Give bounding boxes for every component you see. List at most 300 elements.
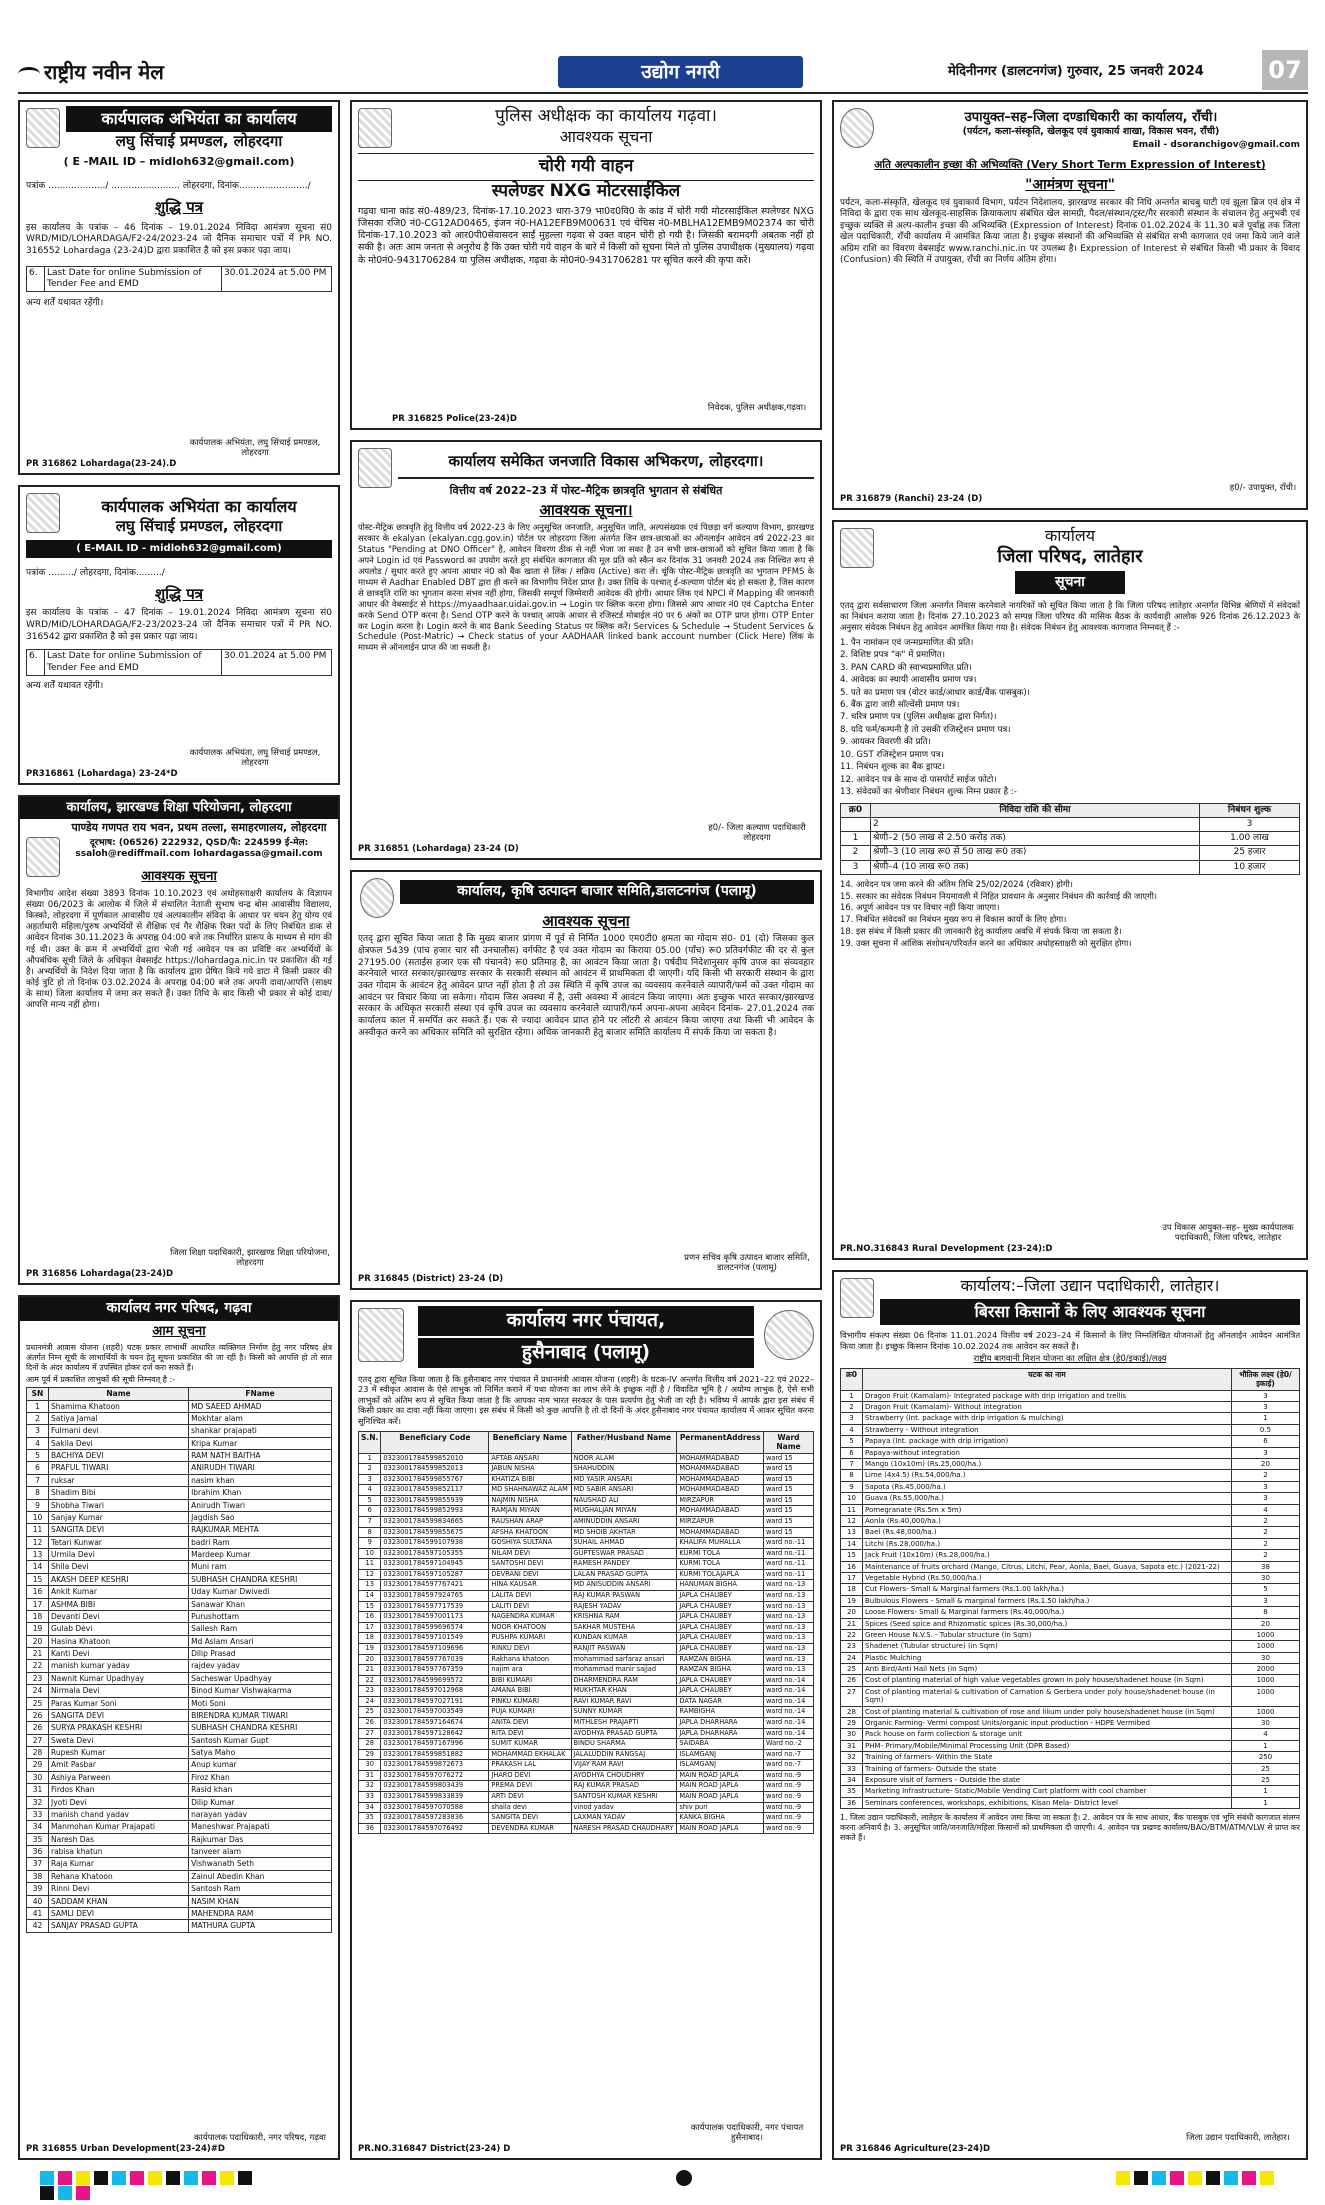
ad-corrigendum-1 (18, 100, 340, 475)
table-cell: Santosh Kumar Gupt (189, 1734, 332, 1746)
table-row (27, 1437, 332, 1449)
table-row (841, 1390, 1300, 1401)
list-item: 10. GST रजिस्ट्रेशन प्रमाण पत्र। (840, 749, 944, 760)
table-cell: 18 (27, 1610, 49, 1622)
table-row (27, 1610, 332, 1622)
table-cell: JAPLA CHAUBEY (677, 1591, 764, 1602)
table-cell: ward no.-9 (764, 1802, 814, 1813)
ad-ref-line: पत्रांक ........./ लोहरदगा, दिनांक........./ (26, 568, 165, 579)
table-cell: 1 (1232, 1413, 1300, 1424)
table-cell: 20 (841, 1607, 863, 1618)
dateline: मेदिनीनगर (डालटनगंज) गुरुवार, 25 जनवरी 2024 (948, 64, 1204, 79)
table-cell: Strawberry (Int. package with drip irrigation & mulching) (863, 1413, 1232, 1424)
table-cell: 10 हजार (1200, 860, 1300, 874)
table-cell: 33 (27, 1808, 49, 1820)
table-cell: 17 (359, 1622, 381, 1633)
table-cell: Papaya (Int. package with drip irrigation) (863, 1436, 1232, 1447)
table-cell: Loose Flowers- Small & Marginal farmers (Rs.40,000/ha.) (863, 1607, 1232, 1618)
table-cell: Vegetable Hybrid (Rs.50,000/ha.) (863, 1572, 1232, 1583)
table-cell: 0323001784599872673 (381, 1760, 489, 1771)
table-cell: Dragon Fruit (Kamalam)- Without integration (863, 1402, 1232, 1413)
table-cell: NOOR ALAM (571, 1453, 677, 1464)
table-cell: SUBHASH CHANDRA KESHRI (189, 1573, 332, 1585)
table-row (841, 1504, 1300, 1515)
table-cell: Mokhtar alam (189, 1412, 332, 1424)
table-cell: 0323001784597003549 (381, 1707, 489, 1718)
table-cell: Pomegranate (Rs.5m x 5m) (863, 1504, 1232, 1515)
table-cell: MOHAMMADABAD (677, 1464, 764, 1475)
table-row (359, 1591, 814, 1602)
table-cell: 29 (841, 1718, 863, 1729)
table-cell: JAPLA DHARHARA (677, 1728, 764, 1739)
table-row (27, 1660, 332, 1672)
table-cell: Strawberry - Without integration (863, 1424, 1232, 1435)
emblem-icon (358, 1308, 404, 1362)
ad-contact: दूरभाष: (06526) 222932, QSD/फै: 224599 ई-मेल: ssaloh@rediffmail.com lohardagassa@gmail.com (75, 838, 323, 860)
table-row (359, 1622, 814, 1633)
table-cell: 4 (359, 1485, 381, 1496)
table-cell: Maneshwar Prajapati (189, 1821, 332, 1833)
table-cell: 28 (841, 1706, 863, 1717)
table-cell (841, 817, 871, 831)
ad-body: पर्यटन, कला-संस्कृति, खेलकूद एवं युवाकार्य विभाग, पर्यटन निदेशालय, झारखण्ड सरकार की निधि अन्तर्गत बाचबु घाटी एवं झूला ब्रिज एवं क्षेत्र में निविदा के द्वारा एक साथ खेलकूद-साहसिक क्रियाकलाप संबंधित खेल सामग्री, पैदल/संस्थान/ट्रस्ट/गैर सरकारी संस्थान के संचालन हेतु अनुभवी एवं इच्छुक व्यक्ति से अल्प-कालीन इच्छा की अभिव्यक्ति (Expression of Interest) दिनांक 01.02.2024 के 11.30 बजे पूर्वाह्न तक जिला खेल पदाधिकारी, राँची कार्यालय में आमंत्रित किया जाता है। इच्छुक संस्थानों की अभिव्यक्ति से संबंधित सभी कागजात एवं जमा किये जाने वाले अग्रिम राशि का विवरण वेबसाईट www.ranchi.nic.in पर उपलब्ध है। Expression of Interest से संबंधित किसी भी प्रकार के विवाद (Confusion) की स्थिति में उपायुक्त, राँची का निर्णय अंतिम होगा। (840, 198, 1300, 266)
table-cell: 19 (27, 1623, 49, 1635)
table-cell: ward no.-13 (764, 1591, 814, 1602)
table-row (359, 1580, 814, 1591)
table-cell: Kanti Devi (49, 1648, 189, 1660)
table-row (27, 1425, 332, 1437)
table-row (841, 1652, 1300, 1663)
list-item: 12. आवेदन पत्र के साथ दो पासपोर्ट साईज फोटो। (840, 774, 997, 785)
column-header: निविदा राशि की सीमा (871, 803, 1200, 817)
registration-swatch (166, 2171, 180, 2185)
table-cell: 25 (27, 1697, 49, 1709)
ad-heading: अति अल्पकालीन इच्छा की अभिव्यक्ति (Very Short Term Expression of Interest) (874, 159, 1266, 172)
table-cell: ward 15 (764, 1506, 814, 1517)
list-item: 3. PAN CARD की स्वाभ्यप्रमाणित प्रति। (840, 662, 972, 673)
table-cell: 40 (27, 1895, 49, 1907)
table-cell: ward no.-13 (764, 1643, 814, 1654)
ad-ref-line: पत्रांक ..................../ ........................ लोहरदगा, दिनांक......................../ (26, 180, 311, 191)
table-cell: 17 (27, 1598, 49, 1610)
table-cell: 0323001784599696574 (381, 1622, 489, 1633)
table-cell: 0323001784597167996 (381, 1739, 489, 1750)
table-cell: 2 (1232, 1527, 1300, 1538)
table-cell: MAIN ROAD JAPLA (677, 1781, 764, 1792)
table-row (359, 1696, 814, 1707)
table-cell: DEVRANI DEVI (489, 1569, 571, 1580)
table-cell: 21 (27, 1648, 49, 1660)
table-row (841, 1424, 1300, 1435)
table-cell: 16 (27, 1586, 49, 1598)
table-cell: 8 (359, 1527, 381, 1538)
table-cell: 0323001784597070588 (381, 1802, 489, 1813)
emblem-icon (358, 108, 392, 148)
table-cell: MITHLESH PRAJAPTI (571, 1717, 677, 1728)
ad-email: Email - dsoranchigov@gmail.com (1132, 140, 1300, 151)
column-header: निबंधन शुल्क (1200, 803, 1300, 817)
ad-signature: ह0/- जिला कल्याण पदाधिकारी लोहरदगा (708, 822, 806, 844)
table-cell: LALAN PRASAD GUPTA (571, 1569, 677, 1580)
table-row (359, 1792, 814, 1803)
table-cell: SANTOSH KUMAR KESHRI (571, 1792, 677, 1803)
table-cell: SUMIT KUMAR (489, 1739, 571, 1750)
table-cell: 0.5 (1232, 1424, 1300, 1435)
table-cell: KRISHNA RAM (571, 1612, 677, 1623)
table-cell: RINKU DEVI (489, 1643, 571, 1654)
table-cell: Anup kumar (189, 1759, 332, 1771)
table-cell: Santosh Ram (189, 1883, 332, 1895)
table-cell: Nawnit Kumar Upadhyay (49, 1672, 189, 1684)
table-cell: 17 (841, 1572, 863, 1583)
emblem-icon (840, 108, 874, 148)
ad-pr-number: PR.NO.316843 Rural Development (23-24):D (840, 1244, 1053, 1255)
table-row (841, 846, 1300, 860)
table-row (841, 1718, 1300, 1729)
table-cell: KHALIFA MUHALLA (677, 1538, 764, 1549)
table-cell: Sapota (Rs.45,000/ha.) (863, 1481, 1232, 1492)
table-cell: Jagdish Sao (189, 1511, 332, 1523)
list-item: 19. उक्त सूचना में आंशिक संशोधन/परिवर्तन करने का अधिकार अधोहस्ताक्षरी को सुरक्षित होगा। (840, 937, 1132, 948)
table-cell: ward no.-9 (764, 1770, 814, 1781)
table-cell: 5 (841, 1436, 863, 1447)
table-cell: 20 (1232, 1459, 1300, 1470)
table-cell: 0323001784597101549 (381, 1633, 489, 1644)
table-cell: Plastic Mulching (863, 1652, 1232, 1663)
table-row (841, 1538, 1300, 1549)
table-cell: 2 (1232, 1515, 1300, 1526)
table-cell: NAGENDRA KUMAR (489, 1612, 571, 1623)
table-cell: BIBI KUMARI (489, 1675, 571, 1686)
table-row (359, 1517, 814, 1528)
table-cell: 0323001784597027191 (381, 1696, 489, 1707)
column-header: PermanentAddress (677, 1431, 764, 1453)
table-cell: MAIN ROAD JAPLA (677, 1823, 764, 1834)
emblem-icon (840, 1278, 874, 1318)
table-row (27, 1400, 332, 1412)
table-cell: SANGITA DEVI (489, 1813, 571, 1824)
ad-body: पोस्ट-मैट्रिक छात्रवृति हेतु वित्तीय वर्ष 2022-23 के लिए अनुसूचित जनजाति, अनुसूचित जाति, अल्पसंख्यक एवं पिछड़ा वर्ग कल्याण विभाग, झारखण्ड सरकार के ekalyan (ekalyan.cgg.gov.in) पोर्टल पर लोहरदगा जिला अंतर्गत जिन छात्र-छात्राओं का ऑनलाईन आवेदन वर्ष 2022-23 का Status "Pending at DNO Officer" है, आवेदन विवरण ठीक से नहीं भेजा जा सका है उन सभी छात्र-छात्राओं को सूचित किया जाता है कि अपने Login id एवं Password का उपयोग करते हुए संबंधित कागजात की मूल प्रति को स्कैन कर दिनांक 31 जनवरी 2024 तक निश्चित रूप से अपलोड / सुधार करते हुए अपना आधार नं0 को बैंक खाता से लिंक / सक्रिय (Active) करा लें। चूंकि पोस्ट-मैट्रिक छात्रवृति का भुगतान PFMS के माध्यम से Aadhar Enabled DBT द्वारा ही करने का विभागीय निदेश प्राप्त है। उक्त तिथि के पश्चात् ई-कल्याण पोर्टल बंद हो सकता है, जिस कारण से छात्रवृति राशि का भुगतान करना संभव नहीं होगा, जिसकी सम्पूर्ण जिम्मेवारी आवेदक की होगी। आधार लिंक एवं NPCI में Mapping की जानकारी आधार की वेबसाईट से https://myaadhaar.uidai.gov.in → Login पर क्लिक करना होगा। जिससे आप आधार नं0 एवं Captcha Enter करके Send OTP करना है। Send OTP करने के पश्चात् आपके आधार से रजिस्टर्ड मोबाईल नं0 पर 6 अंकों का OTP प्राप्त होगा। OTP Enter कर Login करना है। Login करने के बाद Bank Seeding Status पर क्लिक करें। Services & Schedule → Student Services & Schedule (Post-Matric) → Check status of your AADHAAR linked bank account number (Click Here) लिंक के माध्यम से ऑनलाईन प्राप्त की जा सकती है। (358, 522, 814, 653)
table-cell: RAJESH YADAV (571, 1601, 677, 1612)
table-row (27, 1561, 332, 1573)
table-cell: RAMBIGHA (677, 1707, 764, 1718)
table-cell: Last Date for online Submission of Tender Fee and EMD (45, 650, 222, 676)
table-cell: LALITI DEVI (489, 1601, 571, 1612)
registration-swatch (40, 2186, 54, 2200)
table-cell: Jyoti Devi (49, 1796, 189, 1808)
beneficiary-table (26, 1387, 332, 1933)
table-cell: LAXMAN YADAV (571, 1813, 677, 1824)
list-item: 16. अपूर्ण आवेदन पत्र पर विचार नहीं किया जाएगा। (840, 902, 1000, 913)
table-row (841, 1436, 1300, 1447)
table-cell: ward no.-7 (764, 1760, 814, 1771)
ad-body: विभागीय संकल्प संख्या 06 दिनांक 11.01.2024 वित्तीय वर्ष 2023–24 में किसानों के लिए निम्नलिखित योजनाओं हेतु ऑनलाईन आवेदन आमंत्रित किया जाता है। इच्छुक किसान दिनांक 10.02.2024 तक आवेदन कर सकते हैं। (840, 1330, 1300, 1351)
table-cell: 0323001784599852013 (381, 1464, 489, 1475)
table-cell: ward no.-14 (764, 1696, 814, 1707)
newspaper-name-text: राष्ट्रीय नवीन मेल (44, 60, 164, 84)
table-cell: MD SAEED AHMAD (189, 1400, 332, 1412)
table-cell: 14 (841, 1538, 863, 1549)
table-cell: 4 (1232, 1729, 1300, 1740)
table-row (27, 1833, 332, 1845)
table-row (27, 1524, 332, 1536)
list-item: 1. पैन नामांकन एवं जन्मप्रमाणित की प्रति। (840, 637, 974, 648)
table-cell: 3 (1232, 1481, 1300, 1492)
table-cell: Shadenet (Tubular structure) (in Sqm) (863, 1641, 1232, 1652)
table-cell: RAJ KUMAR PRASAD (571, 1781, 677, 1792)
registration-swatch (1224, 2171, 1238, 2185)
column-header: SN (27, 1388, 49, 1400)
table-cell: 13 (27, 1549, 49, 1561)
table-cell: Dilip Prasad (189, 1648, 332, 1660)
table-row (359, 1802, 814, 1813)
column-header: भौतिक लक्ष्य (हे0/इकाई) (1232, 1368, 1300, 1390)
ad-signature: कार्यपालक पदाधिकारी, नगर परिषद, गढ़वा (194, 2133, 326, 2144)
table-cell: 0323001784599851882 (381, 1749, 489, 1760)
table-row (841, 1763, 1300, 1774)
table-cell: mohammad sarfaraz ansari (571, 1654, 677, 1665)
table-row (27, 1672, 332, 1684)
table-cell: DHARMENDRA RAM (571, 1675, 677, 1686)
table-cell: 7 (27, 1474, 49, 1486)
table-cell: JAPLA CHAUBEY (677, 1686, 764, 1697)
table-cell: 14 (359, 1591, 381, 1602)
table-cell: 3 (27, 1425, 49, 1437)
table-cell: najim ara (489, 1665, 571, 1676)
table-cell: MIRZAPUR (677, 1495, 764, 1506)
table-cell: Fulmani devi (49, 1425, 189, 1437)
table-cell: NARESH PRASAD CHAUDHARY (571, 1823, 677, 1834)
table-row (359, 1813, 814, 1824)
table-cell: KURMI TOLA (677, 1548, 764, 1559)
table-cell: Bulbulous Flowers - Small & marginal farmers (Rs.1.50 lakh/ha.) (863, 1595, 1232, 1606)
table-row (359, 1506, 814, 1517)
table-cell: 2 (1232, 1550, 1300, 1561)
ad-title: उपायुक्त–सह–जिला दण्डाधिकारी का कार्यालय, राँची। (964, 110, 1218, 125)
table-cell: MOHAMMADABAD (677, 1485, 764, 1496)
table-cell: ward no.-11 (764, 1548, 814, 1559)
table-cell: 4 (1232, 1504, 1300, 1515)
table-cell: 9 (841, 1481, 863, 1492)
table-row (359, 1675, 814, 1686)
table-cell: AFTAB ANSARI (489, 1453, 571, 1464)
table-cell: Devanti Devi (49, 1610, 189, 1622)
ad-pr-number: PR 316879 (Ranchi) 23-24 (D) (840, 494, 983, 505)
table-row (841, 1402, 1300, 1413)
table-cell: 250 (1232, 1752, 1300, 1763)
table-row (841, 1641, 1300, 1652)
table-cell: Amit Pasbar (49, 1759, 189, 1771)
table-cell: rabisa khatun (49, 1846, 189, 1858)
table-cell: RAJKUMAR MEHTA (189, 1524, 332, 1536)
table-cell: SADDAM KHAN (49, 1895, 189, 1907)
ad-note: अन्य शर्तें यथावत रहेंगी। (26, 680, 104, 691)
table-cell: श्रेणी–4 (10 लाख रू0 तक) (871, 860, 1200, 874)
table-cell: Paras Kumar Soni (49, 1697, 189, 1709)
emblem-icon (26, 108, 60, 148)
registration-swatch (58, 2171, 72, 2185)
table-cell: 21 (359, 1665, 381, 1676)
table-cell: 8 (841, 1470, 863, 1481)
ad-signature: उप विकास आयुक्त–सह– मुख्य कार्यपालक पदाधिकारी, जिला परिषद, लातेहार (1162, 1222, 1294, 1244)
table-cell: AYODHYA PRASAD GUPTA (571, 1728, 677, 1739)
table-cell: 18 (359, 1633, 381, 1644)
table-cell: 30 (1232, 1572, 1300, 1583)
emblem-icon (26, 837, 60, 877)
table-row (841, 1515, 1300, 1526)
table-row (841, 1459, 1300, 1470)
table-cell: Shila Devi (49, 1561, 189, 1573)
table-cell: SANGITA DEVI (49, 1524, 189, 1536)
table-cell: 10 (27, 1511, 49, 1523)
registration-swatch (76, 2171, 90, 2185)
ad-subtitle: जिला परिषद, लातेहार (997, 546, 1143, 567)
table-cell: 35 (841, 1786, 863, 1797)
table-cell: 0323001784597283836 (381, 1813, 489, 1824)
table-cell: Mardeep Kumar (189, 1549, 332, 1561)
table-cell: 30.01.2024 at 5.00 PM (222, 266, 332, 292)
table-row (841, 1618, 1300, 1629)
ad-title-text: कार्यपालक अभियंता का कार्यालय (101, 109, 297, 128)
registration-swatch (112, 2171, 126, 2185)
table-cell: SAKHAR MUSTEHA (571, 1622, 677, 1633)
table-cell: SAMLI DEVI (49, 1907, 189, 1919)
table-cell: Training of farmers- Outside the state (863, 1763, 1232, 1774)
table-cell: ward 15 (764, 1485, 814, 1496)
registration-swatch (1188, 2171, 1202, 2185)
table-cell: Urmila Devi (49, 1549, 189, 1561)
table-cell: ISLAMGANJ (677, 1749, 764, 1760)
table-cell: 26 (27, 1722, 49, 1734)
table-cell: Spices (Seed spice and Rhizomatic spices (Rs.30,000/ha.) (863, 1618, 1232, 1629)
table-cell: 4 (841, 1424, 863, 1435)
table-row (359, 1749, 814, 1760)
ad-title: कार्यपालक अभियंता का कार्यालय (101, 497, 297, 516)
emblem-icon (360, 878, 394, 918)
table-cell: badri Ram (189, 1536, 332, 1548)
table-cell: SUNNY KUMAR (571, 1707, 677, 1718)
table-cell: 33 (359, 1792, 381, 1803)
registration-swatch (40, 2171, 54, 2185)
table-cell: MIRZAPUR (677, 1517, 764, 1528)
table-row (841, 1572, 1300, 1583)
table-cell: 2 (871, 817, 1200, 831)
table-cell: Rakhana khatoon (489, 1654, 571, 1665)
table-cell: 22 (27, 1660, 49, 1672)
table-row (841, 1527, 1300, 1538)
table-cell: ward no.-13 (764, 1654, 814, 1665)
seal-icon (764, 1310, 814, 1360)
table-cell: SANGITA DEVI (49, 1709, 189, 1721)
ad-signature: कार्यपालक अभियंता, लघु सिंचाई प्रमण्डल, लोहरदगा (189, 747, 321, 769)
table-cell: 35 (359, 1813, 381, 1824)
table-cell: ward no.-9 (764, 1813, 814, 1824)
table-cell: 7 (841, 1459, 863, 1470)
table-cell: 1000 (1232, 1641, 1300, 1652)
table-cell: 32 (841, 1752, 863, 1763)
table-cell: 1 (841, 832, 871, 846)
table-cell: JAPLA CHAUBEY (677, 1612, 764, 1623)
table-row (27, 1412, 332, 1424)
table-cell: mohammad manir sajjad (571, 1665, 677, 1676)
table-cell: 5 (27, 1450, 49, 1462)
table-row (359, 1538, 814, 1549)
table-cell: 0323001784597128642 (381, 1728, 489, 1739)
table-cell: ward no.-13 (764, 1633, 814, 1644)
table-cell: 9 (359, 1538, 381, 1549)
table-cell: MAIN ROAD JAPLA (677, 1792, 764, 1803)
table-cell: Marketing Infrastructure- Static/Mobile Vending Cart platform with cool chamber (863, 1786, 1232, 1797)
table-row (841, 1470, 1300, 1481)
table-row (359, 1612, 814, 1623)
ad-subtitle: लघु सिंचाई प्रमण्डल, लोहरदगा (115, 132, 283, 150)
table-row (27, 1883, 332, 1895)
table-cell: 22 (359, 1675, 381, 1686)
table-cell: Seminars conferences, workshops, exhibitions, Kisan Mela- District level (863, 1797, 1232, 1808)
table-cell: 11 (359, 1559, 381, 1570)
table-cell: 29 (359, 1749, 381, 1760)
table-cell: 20 (359, 1654, 381, 1665)
emblem-icon (840, 528, 874, 568)
ad-pr-number: PR316861 (Lohardaga) 23-24*D (26, 769, 178, 780)
table-cell: Firoz Khan (189, 1771, 332, 1783)
table-cell: SUBHASH CHANDRA KESHRI (189, 1722, 332, 1734)
ad-subtitle: लघु सिंचाई प्रमण्डल, लोहरदगा (115, 517, 283, 535)
table-cell: 34 (359, 1802, 381, 1813)
ad-pr-number: PR 316862 Lohardaga(23-24).D (26, 459, 177, 470)
ad-title: कार्यालय:–जिला उद्यान पदाधिकारी, लातेहार। (960, 1276, 1220, 1295)
ad-pr-number: PR 316845 (District) 23-24 (D) (358, 1274, 504, 1285)
table-row (27, 1846, 332, 1858)
table-row (359, 1569, 814, 1580)
table-cell: 0323001784597104945 (381, 1559, 489, 1570)
table-cell: 19 (359, 1643, 381, 1654)
ad-heading-2: "आमंत्रण सूचना" (1025, 176, 1115, 193)
table-cell: 42 (27, 1920, 49, 1932)
registration-swatch (1134, 2171, 1148, 2185)
table-row (359, 1823, 814, 1834)
table-cell: ANITA DEVI (489, 1717, 571, 1728)
table-cell: Rehana Khatoon (49, 1870, 189, 1882)
list-item: 7. चरित्र प्रमाण पत्र (पुलिस अधीक्षक द्वारा निर्गत)। (840, 712, 997, 723)
ad-tribal-scholarship (350, 440, 822, 860)
table-cell: Organic Farming- Vermi compost Units/organic input production - HDPE Vermibed (863, 1718, 1232, 1729)
table-cell: manish chand yadav (49, 1808, 189, 1820)
table-cell: 36 (841, 1797, 863, 1808)
beneficiary-table (358, 1431, 814, 1835)
ad-title: पुलिस अधीक्षक का कार्यालय गढ़वा। (495, 106, 717, 126)
table-cell: 3 (1232, 1447, 1300, 1458)
table-cell: ward no.-11 (764, 1569, 814, 1580)
table-cell: 6 (841, 1447, 863, 1458)
ad-corrigendum-2 (18, 485, 340, 785)
table-cell: shankar prajapati (189, 1425, 332, 1437)
ad-title: कार्यालय समेकित जनजाति विकास अभिकरण, लोहरदगा। (398, 446, 814, 479)
column-header: S.N. (359, 1431, 381, 1453)
ad-subtitle: हुसैनाबाद (पलामू) (418, 1338, 754, 1368)
table-row (27, 1722, 332, 1734)
table-row (841, 1774, 1300, 1785)
ad-pr-number: PR 316855 Urban Development(23-24)#D (26, 2144, 225, 2155)
table-cell: ward no.-9 (764, 1792, 814, 1803)
table-cell: Papaya-without integration (863, 1447, 1232, 1458)
ad-signature: कार्यपालक पदाधिकारी, नगर पंचायत हुसैनाबाद। (690, 2122, 804, 2144)
table-cell: 23 (841, 1641, 863, 1652)
table-row (841, 1786, 1300, 1797)
ad-table (26, 649, 332, 676)
table-cell: 0323001784597767359 (381, 1665, 489, 1676)
table-row (27, 1487, 332, 1499)
